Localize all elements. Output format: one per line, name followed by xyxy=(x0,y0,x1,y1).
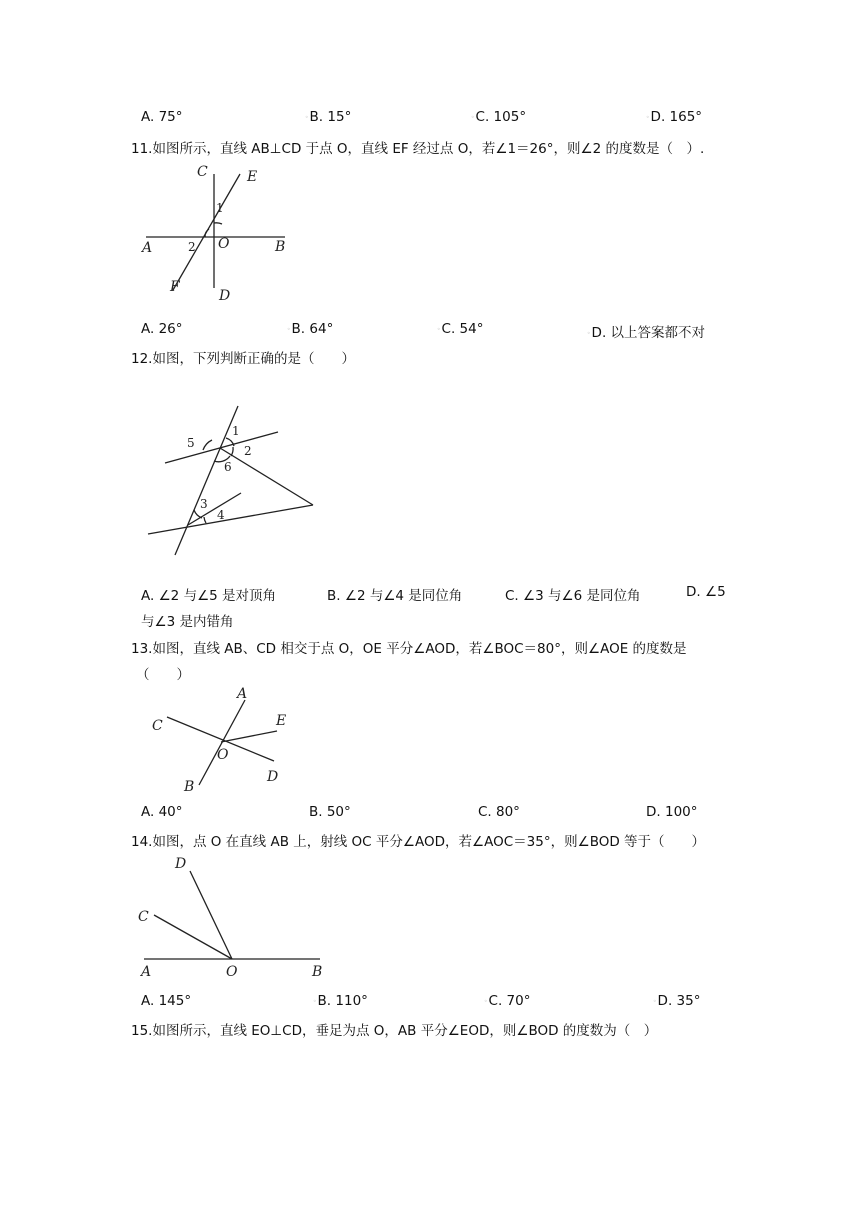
line-short xyxy=(188,493,241,525)
label-b: B xyxy=(275,239,286,255)
q11-figure xyxy=(130,160,330,304)
label-o: O xyxy=(226,964,238,980)
label-e: E xyxy=(276,713,287,729)
q10-option-a: A. 75° xyxy=(141,109,183,125)
label-3: 3 xyxy=(200,497,208,511)
line-ab xyxy=(199,700,245,785)
ray-od xyxy=(190,871,232,959)
label-2: 2 xyxy=(244,444,252,458)
q13-figure xyxy=(148,686,318,796)
label-a: A xyxy=(237,686,248,702)
angle-3-arc xyxy=(194,510,202,518)
q10-option-d: ◦D. 165° xyxy=(646,109,703,125)
q10-option-b: ◦B. 15° xyxy=(305,109,352,125)
q13-option-a: A. 40° xyxy=(141,804,183,820)
line-oe xyxy=(221,731,277,742)
angle-1-arc xyxy=(214,223,222,224)
label-c: C xyxy=(138,909,149,925)
q12-option-a: A. ∠2 与∠5 是对顶角 xyxy=(141,588,277,604)
q12-option-c: C. ∠3 与∠6 是同位角 xyxy=(505,588,641,604)
label-o: O xyxy=(218,236,230,252)
q11-option-c: ◦C. 54° xyxy=(437,321,484,337)
q11-option-d: ◦D. 以上答案都不对 xyxy=(587,325,706,341)
label-1: 1 xyxy=(216,201,224,215)
label-6: 6 xyxy=(224,460,232,474)
ray-oc xyxy=(154,915,232,959)
line-steep xyxy=(175,406,238,555)
q11-question: 11.如图所示，直线 AB⊥CD 于点 O，直线 EF 经过点 O，若∠1＝26°，则∠2 的度数是（ ）. xyxy=(131,141,705,157)
line-upper xyxy=(165,432,278,463)
q12-option-d-continued: 与∠3 是内错角 xyxy=(141,614,234,630)
angle-2-arc xyxy=(205,229,209,237)
q13-option-c: C. 80° xyxy=(478,804,520,820)
label-2: 2 xyxy=(188,240,196,254)
label-a: A xyxy=(141,964,152,980)
q13-question-line1: 13.如图，直线 AB、CD 相交于点 O，OE 平分∠AOD，若∠BOC＝80°，则∠AOE 的度数是 xyxy=(131,641,687,657)
label-e: E xyxy=(247,169,258,185)
q14-option-a: A. 145° xyxy=(141,993,192,1009)
q13-option-d: D. 100° xyxy=(646,804,698,820)
label-4: 4 xyxy=(217,508,225,522)
angle-5-arc xyxy=(203,440,212,450)
label-a: A xyxy=(142,240,153,256)
label-b: B xyxy=(184,779,195,795)
label-f: F xyxy=(170,279,180,295)
label-d: D xyxy=(175,856,187,872)
angle-4-arc xyxy=(204,517,206,523)
label-c: C xyxy=(152,718,163,734)
q14-option-c: ◦C. 70° xyxy=(484,993,531,1009)
q10-option-c: ◦C. 105° xyxy=(471,109,527,125)
q12-option-d: D. ∠5 xyxy=(686,584,726,600)
q12-question: 12.如图，下列判断正确的是（ ） xyxy=(131,351,355,367)
q14-option-d: ◦D. 35° xyxy=(653,993,701,1009)
line-to-vertex xyxy=(220,448,313,505)
q14-figure xyxy=(138,852,338,982)
q11-option-a: A. 26° xyxy=(141,321,183,337)
q13-option-b: B. 50° xyxy=(309,804,351,820)
q11-option-b: ◦B. 64° xyxy=(287,321,334,337)
angle-2-arc xyxy=(231,447,233,456)
label-d: D xyxy=(267,769,279,785)
q15-question: 15.如图所示，直线 EO⊥CD，垂足为点 O，AB 平分∠EOD，则∠BOD 的度数为（ ） xyxy=(131,1023,658,1039)
line-lower xyxy=(148,505,313,534)
q12-figure xyxy=(140,398,340,568)
q12-option-b: B. ∠2 与∠4 是同位角 xyxy=(327,588,463,604)
label-o: O xyxy=(217,747,229,763)
label-b: B xyxy=(312,964,323,980)
label-c: C xyxy=(197,164,208,180)
q14-question: 14.如图，点 O 在直线 AB 上，射线 OC 平分∠AOD，若∠AOC＝35°，则∠BOD 等于（ ） xyxy=(131,834,706,850)
q14-option-b: ◦B. 110° xyxy=(313,993,368,1009)
q13-question-line2: （ ） xyxy=(136,667,190,683)
label-d: D xyxy=(219,288,231,304)
label-5: 5 xyxy=(187,436,195,450)
label-1: 1 xyxy=(232,424,240,438)
